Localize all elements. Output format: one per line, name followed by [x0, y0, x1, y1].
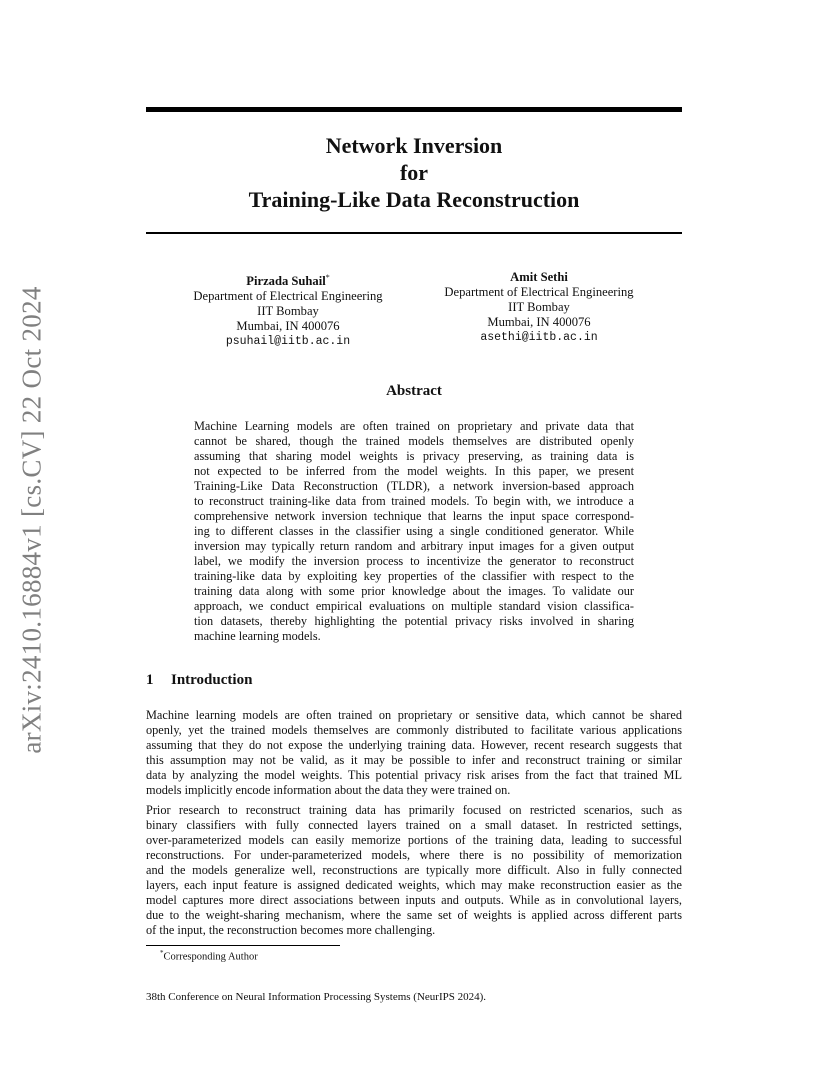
author-dept: Department of Electrical Engineering	[444, 285, 634, 299]
abstract-line: ing to different classes in the classifier using a single conditioned generator. While	[194, 524, 634, 538]
footnote	[160, 949, 258, 963]
abstract-line: Machine Learning models are often trained on proprietary and private data that	[194, 419, 634, 433]
body-line: Prior research to reconstruct training data has primarily focused on restricted scenarios, such as	[146, 803, 682, 817]
body-line: reconstructions. For under-parameterized models, where there is no possibility of memorization	[146, 848, 682, 862]
abstract-line: not expected to be inferred from the model weights. In this paper, we present	[194, 464, 634, 478]
paper-title-line-3: Training-Like Data Reconstruction	[248, 187, 580, 212]
abstract-line: machine learning models.	[194, 629, 321, 643]
body-line: Machine learning models are often trained on proprietary or sensitive data, which cannot be shared	[146, 708, 682, 722]
abstract-line: Training-Like Data Reconstruction (TLDR), a network inversion-based approach	[194, 479, 634, 493]
title-rule	[146, 232, 682, 234]
body-line: model captures more direct associations between inputs and outputs. While as in convolutional layers,	[146, 893, 682, 907]
paper-title-line-1: Network Inversion	[325, 133, 503, 158]
author-block	[168, 270, 408, 349]
venue-note: 38th Conference on Neural Information Processing Systems (NeurIPS 2024).	[146, 991, 487, 1003]
body-line: and the models generalize well, reconstructions are typically more difficult. Also in fully connected	[146, 863, 682, 877]
author-email[interactable]: psuhail@iitb.ac.in	[225, 335, 351, 349]
body-line: over-parameterized models can easily memorize portions of the training data, leading to successful	[146, 833, 682, 847]
section-title: Introduction	[171, 672, 253, 688]
author-institution: IIT Bombay	[257, 304, 319, 319]
section-number: 1	[146, 672, 154, 688]
author-city: Mumbai, IN 400076	[487, 315, 591, 329]
footnote-text: Corresponding Author	[163, 951, 258, 963]
abstract-heading: Abstract	[386, 383, 442, 399]
body-line: openly, yet the trained models themselves are commonly distributed to facilitate various applications	[146, 723, 682, 737]
author-institution: IIT Bombay	[508, 300, 570, 314]
abstract-line: to reconstruct training-like data from trained models. To begin with, we introduce a	[194, 494, 634, 508]
abstract-line: training data along with some prior knowledge about the images. To validate our	[194, 584, 634, 598]
body-line: due to the weight-sharing mechanism, where the same set of weights is applied across different parts	[146, 908, 682, 922]
abstract-line: cannot be shared, though the trained models themselves are distributed openly	[194, 434, 634, 448]
author-city: Mumbai, IN 400076	[236, 319, 340, 334]
author-name: Pirzada Suhail*	[246, 273, 330, 289]
author-email[interactable]: asethi@iitb.ac.in	[480, 331, 598, 344]
abstract-line: inversion may typically return random and arbitrary input images for a given output	[194, 539, 634, 553]
abstract-line: label, we modify the inversion process to incentivize the generator to reconstruct	[194, 554, 634, 568]
body-line: of the input, the reconstruction becomes more challenging.	[146, 923, 436, 937]
body-line: data by analyzing the model weights. This potential privacy risk arises from the fact that trained ML	[146, 768, 682, 782]
abstract-line: training-like data by exploiting key properties of the classifier with respect to the	[194, 569, 634, 583]
body-line: layers, each input feature is assigned dedicated weights, which may make reconstruction easier as the	[146, 878, 682, 892]
body-line: binary classifiers with fully connected layers trained on a small dataset. In restricted settings,	[146, 818, 682, 832]
body-line: models implicitly encode information about the data they were trained on.	[146, 783, 511, 797]
author-dept: Department of Electrical Engineering	[193, 289, 383, 304]
paper-title-line-2: for	[399, 160, 429, 185]
footnote-mark: *	[160, 949, 164, 957]
abstract-line: assuming that sharing model weights is privacy preserving, as training data is	[194, 449, 634, 463]
abstract-line: tion datasets, thereby highlighting the potential privacy risks involved in sharing	[194, 614, 634, 628]
top-rule	[146, 107, 682, 112]
body-line: this assumption may not be valid, as it may be possible to infer and reconstruct training or similar	[146, 753, 682, 767]
section-heading	[146, 672, 252, 689]
footnote-rule	[146, 945, 340, 946]
arxiv-identifier[interactable]: arXiv:2410.16884v1 [cs.CV] 22 Oct 2024	[16, 286, 47, 754]
abstract-line: approach, we conduct empirical evaluations on multiple standard vision classifica-	[194, 599, 634, 613]
abstract-line: comprehensive network inversion technique that learns the input space correspond-	[194, 509, 634, 523]
footnote-mark: *	[325, 273, 330, 282]
author-name: Amit Sethi	[510, 270, 568, 284]
body-line: assuming that they do not expose the underlying training data. However, recent research suggests that	[146, 738, 682, 752]
author-block	[419, 270, 659, 345]
